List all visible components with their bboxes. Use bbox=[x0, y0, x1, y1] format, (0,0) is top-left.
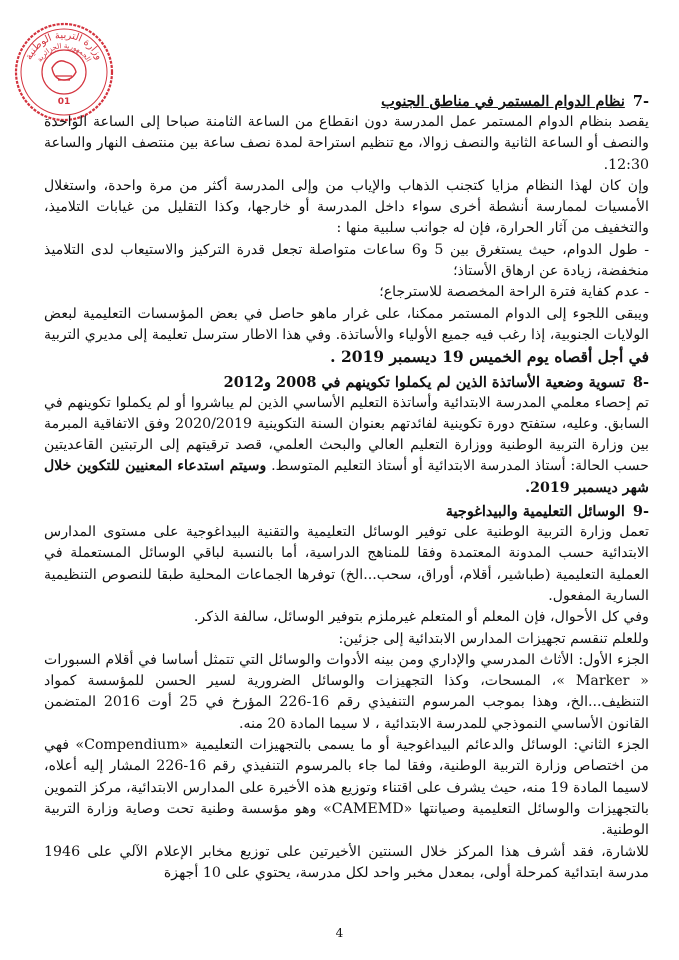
document-body bbox=[44, 92, 649, 884]
section-9-part-2-label: الجزء الثاني: bbox=[573, 737, 650, 754]
section-9-part-2-text: الوسائل والدعائم البيداغوجية أو ما يسمى بالتجهيزات التعليمية «Compendium» فهي من اختصاص وزارة التربية الوطنية، وفقا لما جاء بالمرسوم التنفيذي رقم 16-226 المشار إليه أعلاه، لاسيما المادة 19 منه، حيث يشرف على اقتناء وتوزيع هذه الأخيرة على المدارس الابتدائية، مركز التموين بالتجهيزات والوسائل التعليمية وصيانتها «CAMEMD» وهو مؤسسة وطنية تحت وصاية وزارة التربية الوطنية. bbox=[44, 737, 649, 839]
section-7-bullet-1: - طول الدوام، حيث يستغرق بين 5 و6 ساعات متواصلة تجعل قدرة التركيز والاستيعاب لدى التلاميذ منخفضة، زيادة عن ارهاق الأستاذ؛ bbox=[44, 241, 649, 280]
section-7-paragraph-3 bbox=[44, 304, 649, 370]
section-8-convocation: وسيتم استدعاء المعنيين للتكوين خلال شهر ديسمبر 2019. bbox=[44, 458, 649, 496]
stamp-inner-text: الجمهورية الجزائرية bbox=[35, 41, 93, 64]
section-9-title: الوسائل التعليمية والبيداغوجية bbox=[445, 503, 625, 521]
section-8-paragraph-1 bbox=[44, 393, 649, 499]
section-7-paragraph-1: يقصد بنظام الدوام المستمر عمل المدرسة دون انقطاع من الساعة الثامنة صباحا إلى الساعة الواحدة والنصف أو الساعة الثانية والنصف زوالا، مع تنظيم استراحة لمدة نصف ساعة بين منتصف النهار والساعة 12:30. bbox=[44, 114, 649, 173]
section-9-paragraph-3: وللعلم تنقسم تجهيزات المدارس الابتدائية إلى جزئين: bbox=[338, 630, 649, 647]
section-7-deadline: في أجل أقصاه يوم الخميس 19 ديسمبر 2019 . bbox=[330, 347, 649, 367]
section-9-paragraph-1: تعمل وزارة التربية الوطنية على توفير الوسائل التعليمية والتقنية البيداغوجية على مستوى المدارس الابتدائية حسب المدونة المعتمدة وفقا للمناهج الدراسية، أما بالنسبة لباقي الوسائل المستعملة في العملية التعليمية (طباشير، أقلام، أوراق، سحب...الخ) توفرها الجماعات المحلية طبقا للنصوص التنظيمية السارية المفعول. bbox=[44, 524, 649, 604]
section-8-number: -8 bbox=[632, 373, 649, 391]
section-7-bullet-2: - عدم كفاية فترة الراحة المخصصة للاسترجاع؛ bbox=[379, 284, 649, 301]
stamp-ring-text: وزارة التربية الوطنية bbox=[23, 29, 105, 62]
section-8-title: تسوية وضعية الأساتذة الذين لم يكملوا تكوينهم في 2008 و2012 bbox=[223, 373, 625, 391]
section-8-paragraph-1-text: تم إحصاء معلمي المدرسة الابتدائية وأساتذة التعليم الأساسي الذين لم يباشروا أو لم يكملوا تكوينهم في السابق. وعليه، ستفتح دورة تكوينية لفائدتهم بعنوان السنة التكوينية 2020/2019 وفق الاتفاقية المبرمة بين وزارة التربية الوطنية ووزارة التعليم العالي والبحث العلمي، قصد ترقيتهم إلى الرتبتين القاعديتين حسب الحالة: أستاذ المدرسة الابتدائية أو أستاذ التعليم المتوسط. bbox=[44, 394, 650, 475]
section-9-part-1-text: الأثاث المدرسي والإداري ومن بينه الأدوات والوسائل التي تتمثل أساسا في أقلام السبورات « Marker »، المسحات، وكذا التجهيزات والوسائل الضرورية لسير الحسن للمؤسسة كمواد التنظيف...الخ، وهذا بموجب المرسوم التنفيذي رقم 16-226 المؤرخ في 25 أوت 2016 المتضمن القانون الأساسي النموذجي للمدرسة الابتدائية ، لا سيما المادة 20 منه. bbox=[44, 651, 649, 732]
section-9-heading bbox=[44, 502, 649, 521]
section-7-paragraph-3-text: ويبقى اللجوء إلى الدوام المستمر ممكنا، على غرار ماهو حاصل في بعض المؤسسات التعليمية لبعض الولايات الجنوبية، إذا رغب فيه جميع الأولياء والأساتذة. وفي هذا الاطار سترسل تعليمة إلى مديري التربية bbox=[44, 305, 649, 343]
section-7-title: نظام الدوام المستمر في مناطق الجنوب bbox=[381, 93, 625, 110]
section-7-heading bbox=[44, 92, 649, 111]
section-9-paragraph-4: للاشارة، فقد أشرف هذا المركز خلال السنتين الأخيرتين على توزيع مخابر الإعلام الآلي على 1946 مدرسة ابتدائية كمرحلة أولى، بمعدل مخبر واحد لكل مدرسة، يحتوي على 10 أجهزة bbox=[44, 843, 649, 881]
section-9-part-1 bbox=[44, 650, 649, 735]
stamp-number: 01 bbox=[57, 97, 71, 107]
section-7-paragraph-2: وإن كان لهذا النظام مزايا كتجنب الذهاب والإياب من وإلى المدرسة أكثر من مرة واحدة، واستغلال الأمسيات لممارسة أنشطة أخرى سواء داخل المدرسة أو خارجها، وكذا التقليل من غيابات التلاميذ، والتخفيف من آثار الحرارة، فإن له جوانب سلبية منها : bbox=[44, 177, 649, 237]
section-9-part-2 bbox=[44, 735, 649, 841]
page-number: 4 bbox=[335, 926, 344, 940]
section-8-heading bbox=[44, 373, 649, 392]
section-7-number: -7 bbox=[632, 93, 649, 110]
section-9-number: -9 bbox=[632, 503, 649, 521]
section-9-paragraph-2: وفي كل الأحوال، فإن المعلم أو المتعلم غيرملزم بتوفير الوسائل، سالفة الذكر. bbox=[193, 609, 649, 626]
section-9-part-1-label: الجزء الأول: bbox=[578, 651, 650, 668]
